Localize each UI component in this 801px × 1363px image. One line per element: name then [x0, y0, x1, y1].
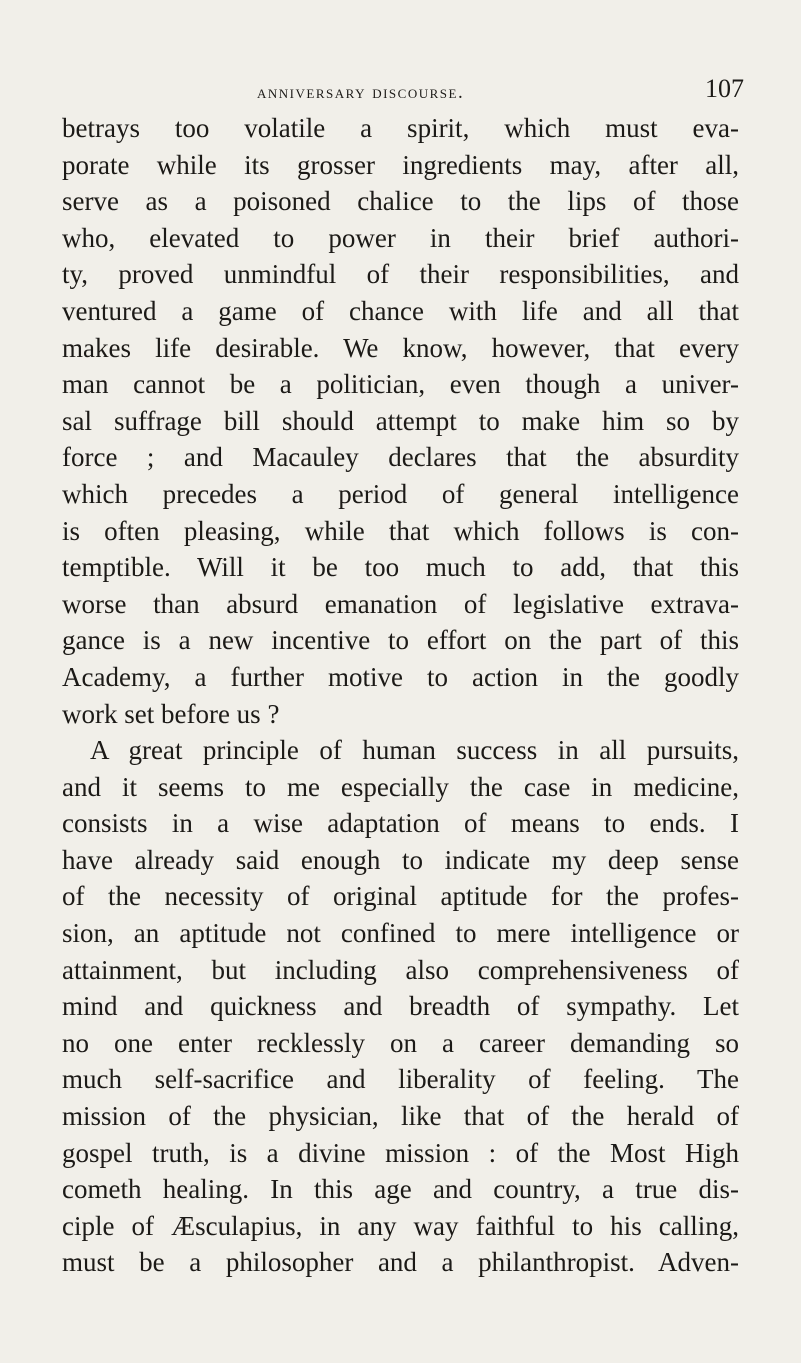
text-line: man cannot be a politician, even though a univer-	[62, 369, 739, 400]
text-line: mind and quickness and breadth of sympathy. Let	[62, 991, 739, 1022]
text-line: temptible. Will it be too much to add, that this	[62, 552, 739, 583]
text-line: sion, an aptitude not confined to mere intelligence or	[62, 918, 739, 949]
text-line: Academy, a further motive to action in the goodly	[62, 661, 739, 692]
text-line: sal suffrage bill should attempt to make him so by	[62, 405, 739, 436]
text-line: ciple of Æsculapius, in any way faithful to his calling,	[62, 1210, 739, 1241]
text-line: and it seems to me especially the case in medicine,	[62, 771, 739, 802]
text-line: no one enter recklessly on a career demanding so	[62, 1027, 739, 1058]
text-line: worse than absurd emanation of legislative extrava-	[62, 588, 739, 619]
text-line: must be a philosopher and a philanthropist. Adven-	[62, 1247, 739, 1278]
text-line: ventured a game of chance with life and all that	[62, 295, 739, 326]
text-line: of the necessity of original aptitude for the profes-	[62, 881, 739, 912]
text-line: porate while its grosser ingredients may, after all,	[62, 149, 739, 180]
text-line: gospel truth, is a divine mission : of the Most High	[62, 1137, 739, 1168]
text-line: attainment, but including also comprehensiveness of	[62, 954, 739, 985]
running-head: anniversary discourse.	[257, 82, 465, 103]
text-line: A great principle of human success in all pursuits,	[90, 735, 739, 766]
text-line: consists in a wise adaptation of means to ends. I	[62, 808, 739, 839]
page-number: 107	[705, 74, 744, 103]
text-line: gance is a new incentive to effort on the part of this	[62, 625, 739, 656]
text-line: cometh healing. In this age and country, a true dis-	[62, 1174, 739, 1205]
text-line: which precedes a period of general intelligence	[62, 478, 739, 509]
text-line: much self-sacrifice and liberality of feeling. The	[62, 1064, 739, 1095]
text-line: serve as a poisoned chalice to the lips of those	[62, 186, 739, 217]
text-line: ty, proved unmindful of their responsibilities, and	[62, 259, 739, 290]
text-line: have already said enough to indicate my deep sense	[62, 844, 739, 875]
text-line: betrays too volatile a spirit, which must eva-	[62, 113, 739, 143]
text-line: force ; and Macauley declares that the absurdity	[62, 442, 739, 473]
text-line: mission of the physician, like that of the herald of	[62, 1101, 739, 1132]
text-line: who, elevated to power in their brief authori-	[62, 222, 739, 253]
text-line: makes life desirable. We know, however, that every	[62, 332, 739, 363]
text-line: work set before us ?	[62, 698, 280, 729]
body-text	[62, 110, 739, 1281]
text-line: is often pleasing, while that which follows is con-	[62, 515, 739, 546]
